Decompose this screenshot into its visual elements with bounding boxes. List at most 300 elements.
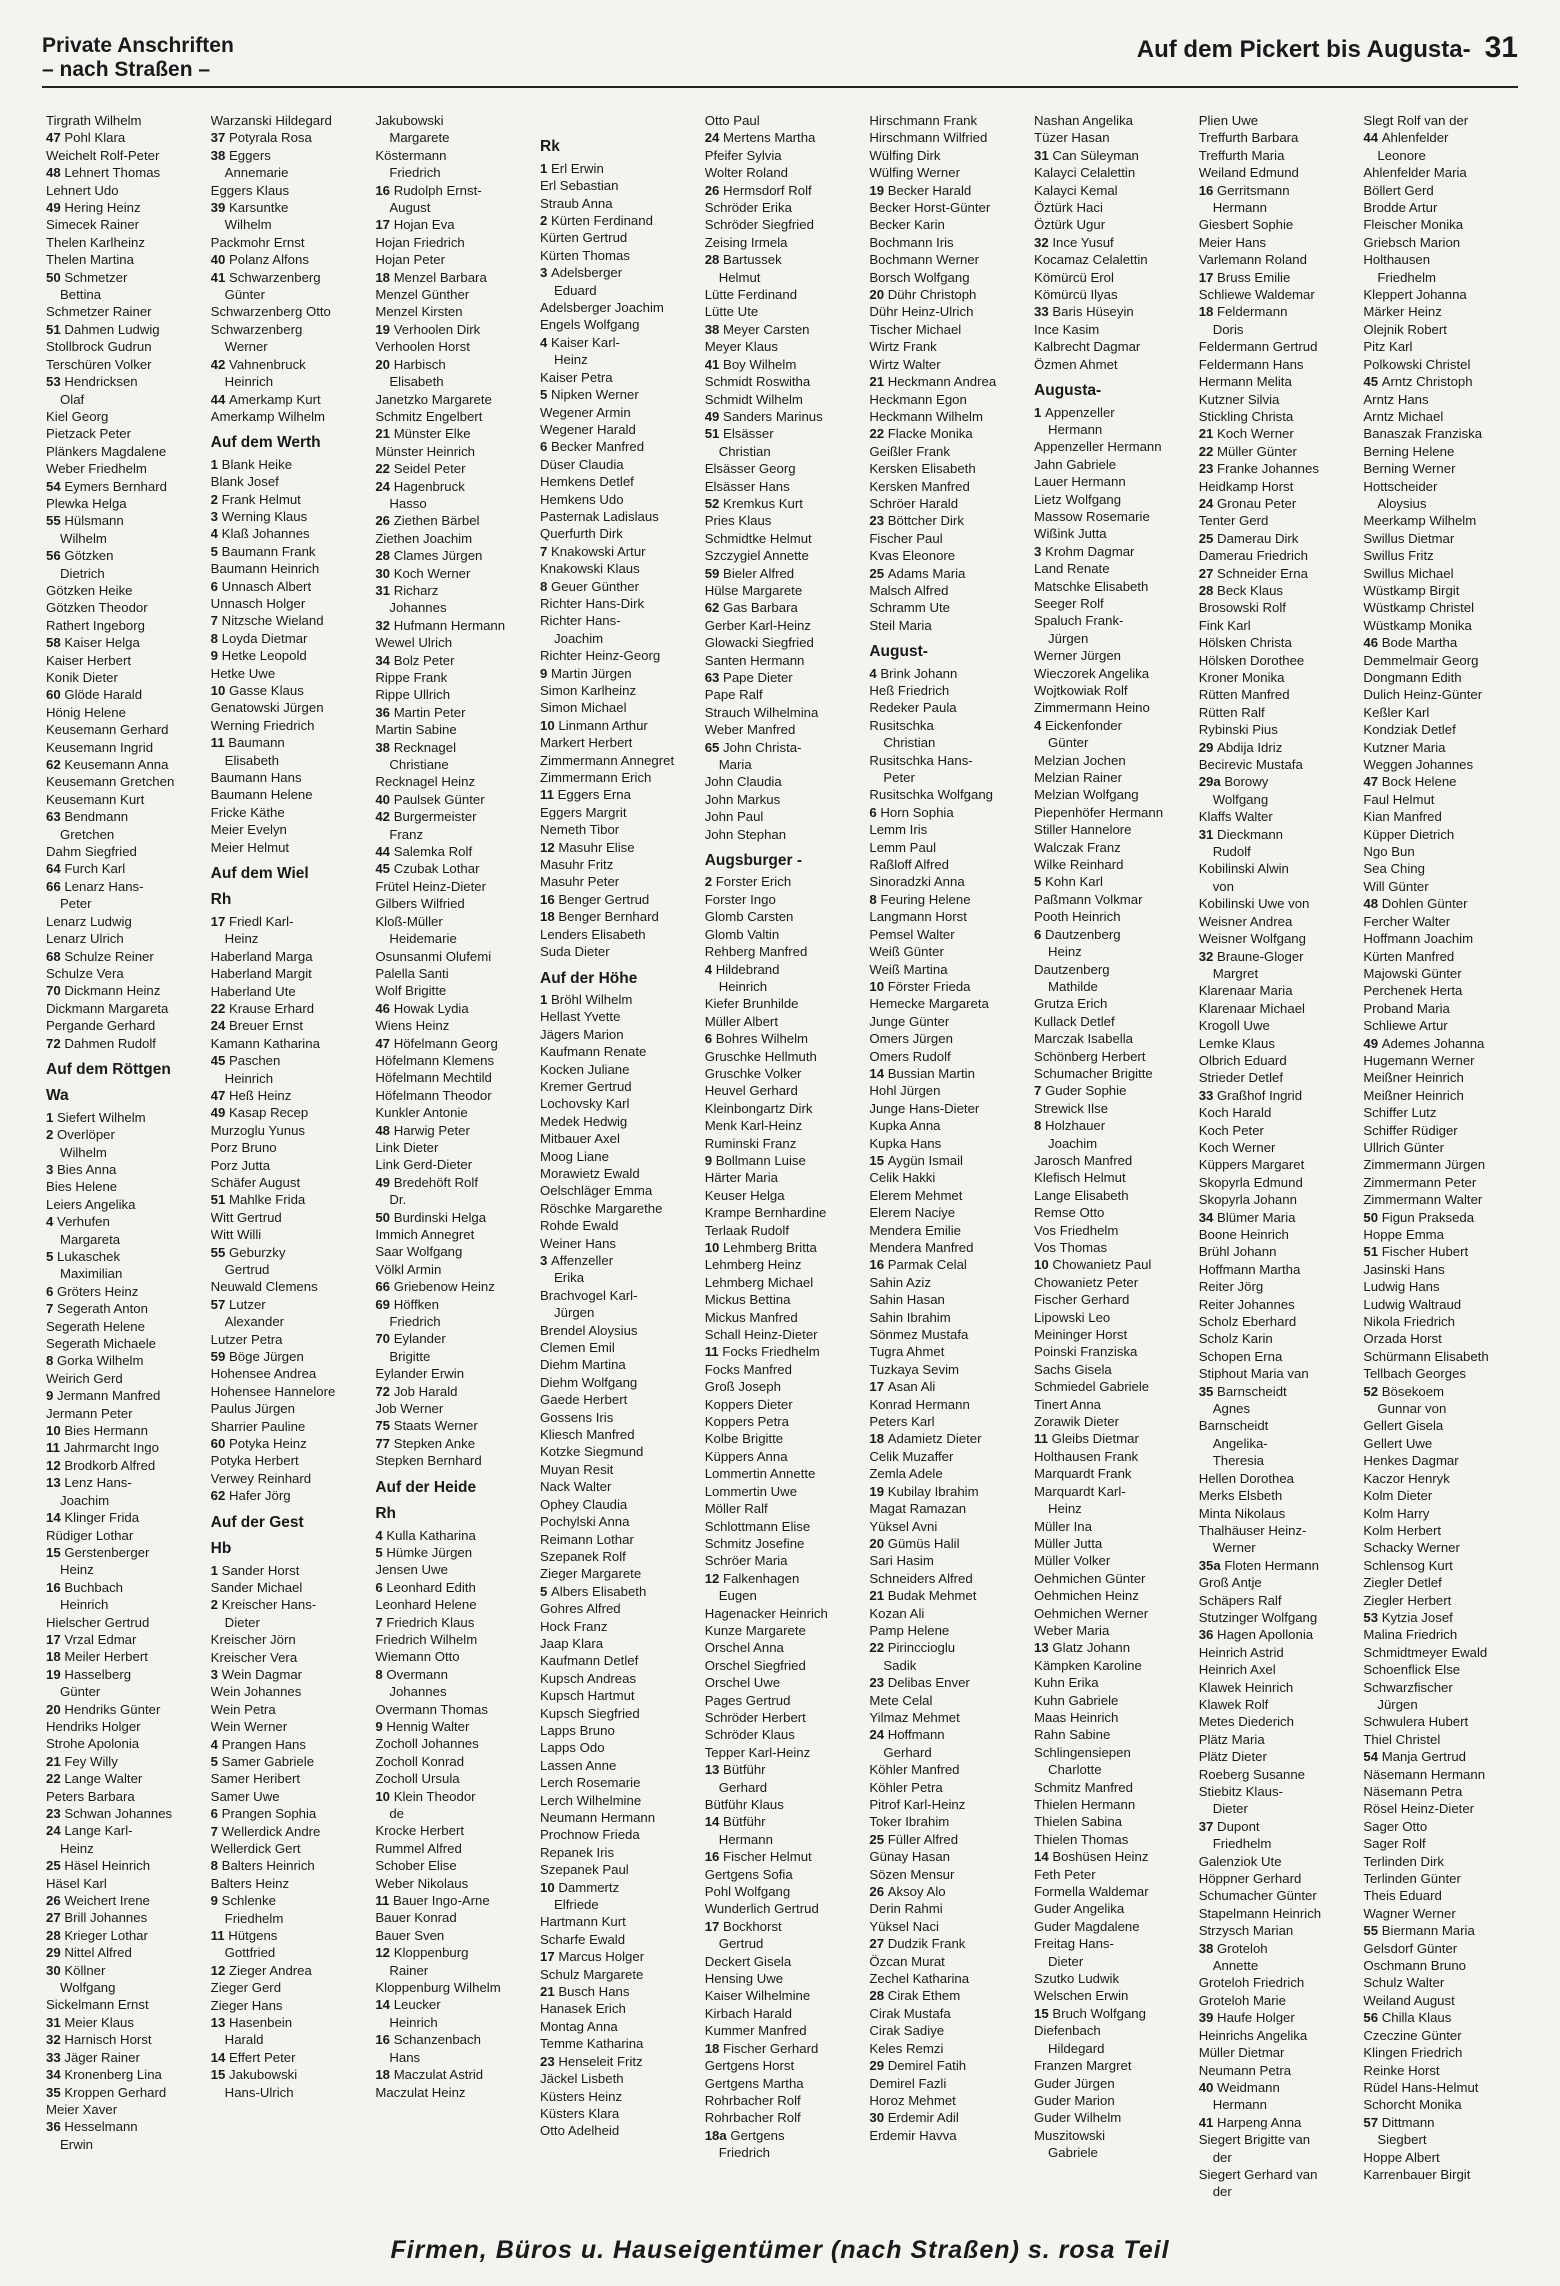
directory-entry: Wüstkamp Monika (1363, 617, 1472, 633)
house-number: 8 (540, 578, 552, 594)
directory-entry: Sea Ching (1363, 861, 1425, 877)
house-number: 2 (210, 491, 222, 507)
directory-entry: 1 Blank Heike (210, 456, 293, 472)
directory-entry: Zocholl Johannes (375, 1736, 479, 1752)
directory-entry: Reimann Lothar (540, 1531, 634, 1547)
directory-entry: Diehm Wolfgang (540, 1374, 638, 1390)
directory-entry: Barnscheidt (1198, 1418, 1269, 1434)
directory-entry: Hetke Uwe (210, 665, 276, 681)
directory-entry: Neuwald Clemens (210, 1279, 318, 1295)
directory-entry: Nemeth Tibor (540, 822, 620, 838)
house-number: 8 (869, 891, 881, 907)
directory-entry: Weiland Edmund (1198, 165, 1299, 181)
directory-entry: Klaffs Walter (1198, 809, 1273, 825)
entry-continuation: Wolfgang (60, 1980, 116, 1996)
directory-entry: Lehmberg Heinz (704, 1257, 802, 1273)
directory-entry: Minta Nikolaus (1198, 1505, 1286, 1521)
directory-entry: Jasinski Hans (1363, 1261, 1445, 1277)
house-number: 31 (1198, 826, 1218, 842)
directory-entry: 21 Busch Hans (540, 1984, 630, 2000)
entry-continuation: Siegbert (1377, 2132, 1427, 2148)
directory-entry: Hojan Peter (375, 252, 445, 268)
entry-continuation: Christian (883, 735, 936, 751)
section-title-line2: – nach Straßen – (42, 58, 211, 81)
directory-entry: Schwarzenberg Otto (210, 304, 331, 320)
directory-entry: 55 Geburzky (210, 1244, 286, 1260)
directory-entry: 19 Kubilay Ibrahim (869, 1483, 979, 1499)
directory-entry: 16 Rudolph Ernst- (375, 182, 482, 198)
directory-entry: 41 Boy Wilhelm (704, 356, 797, 372)
directory-entry: Bauer Konrad (375, 1910, 457, 1926)
directory-entry: Moog Liane (540, 1148, 609, 1164)
directory-entry: Hemecke Margareta (869, 996, 989, 1012)
directory-entry: Feth Peter (1034, 1866, 1096, 1882)
directory-entry: 23 Henseleit Fritz (540, 2053, 643, 2069)
directory-entry: 33 Baris Hüseyin (1034, 304, 1134, 320)
house-number: 47 (1363, 774, 1382, 790)
house-number: 12 (210, 1962, 230, 1978)
directory-entry: Weber Maria (1034, 1622, 1110, 1638)
house-number: 8 (1034, 1118, 1046, 1134)
directory-entry: 15 Jakubowski (210, 2067, 298, 2083)
directory-entry: 69 Höffken (375, 1296, 439, 1312)
directory-entry: 22 Lange Walter (46, 1771, 143, 1787)
directory-entry: 56 Götzken (46, 548, 114, 564)
directory-entry: Masuhr Peter (540, 874, 620, 890)
directory-entry: 47 Bock Helene (1363, 774, 1457, 790)
entry-continuation: Elfriede (554, 1897, 599, 1913)
directory-entry: 45 Paschen (210, 1053, 281, 1069)
directory-entry: 6 Prangen Sophia (210, 1806, 317, 1822)
directory-entry: Raßloff Alfred (869, 857, 950, 873)
directory-entry: Porz Bruno (210, 1140, 277, 1156)
directory-entry: Märker Heinz (1363, 304, 1442, 320)
directory-entry: Thielen Thomas (1034, 1831, 1129, 1847)
directory-entry: Meißner Heinrich (1363, 1087, 1464, 1103)
house-number: 18 (869, 1431, 888, 1447)
directory-entry: Zimmermann Erich (540, 770, 652, 786)
directory-entry: 11 Baumann (210, 735, 285, 751)
entry-continuation: Franz (389, 826, 424, 842)
entry-continuation: Hermann (1048, 421, 1103, 437)
directory-entry: 1 Bröhl Wilhelm (540, 991, 633, 1007)
house-number: 9 (46, 1388, 57, 1404)
directory-entry: Gellert Uwe (1363, 1435, 1433, 1451)
directory-entry: Oehmichen Heinz (1034, 1588, 1139, 1604)
directory-entry: Meier Evelyn (210, 822, 287, 838)
entry-continuation: Heinz (224, 931, 259, 947)
directory-entry: Groß Joseph (704, 1379, 781, 1395)
house-number: 6 (210, 578, 222, 594)
house-number: 18 (375, 269, 394, 285)
directory-entry: 28 Beck Klaus (1198, 582, 1284, 598)
directory-entry: 11 Jahrmarcht Ingo (46, 1440, 159, 1456)
house-number: 62 (704, 600, 724, 616)
directory-entry: Mendera Emilie (869, 1222, 961, 1238)
house-number: 23 (1198, 461, 1218, 477)
directory-entry: Montag Anna (540, 2018, 618, 2034)
directory-entry: Pooth Heinrich (1034, 909, 1121, 925)
directory-entry: 35a Floten Hermann (1198, 1557, 1319, 1573)
house-number: 20 (375, 356, 394, 372)
directory-entry: Kamann Katharina (210, 1035, 320, 1051)
directory-entry: Haberland Margit (210, 966, 312, 982)
directory-entry: 25 Häsel Heinrich (46, 1858, 151, 1874)
directory-entry: Menzel Kirsten (375, 304, 463, 320)
directory-entry: Kreischer Vera (210, 1649, 298, 1665)
entry-continuation: Jürgen (1377, 1696, 1418, 1712)
directory-entry: Forster Ingo (704, 891, 776, 907)
entry-continuation: Bettina (60, 287, 102, 303)
directory-entry: 9 Jermann Manfred (46, 1388, 161, 1404)
house-number: 15 (869, 1152, 888, 1168)
entry-continuation: Olaf (60, 391, 85, 407)
entry-continuation: Hermann (718, 1831, 773, 1847)
house-number: 10 (210, 683, 230, 698)
house-number: 3 (46, 1161, 57, 1177)
directory-entry: Stepken Bernhard (375, 1453, 482, 1469)
directory-entry: 6 Becker Manfred (540, 439, 645, 455)
entry-continuation: Rainer (389, 1962, 429, 1978)
directory-entry: 26 Aksoy Alo (869, 1884, 946, 1900)
directory-entry: Frütel Heinz-Dieter (375, 878, 487, 894)
directory-entry: Härter Maria (704, 1170, 778, 1186)
directory-entry: 38 Eggers (210, 147, 271, 163)
directory-entry: Rohde Ewald (540, 1218, 619, 1234)
directory-entry: Konik Dieter (46, 670, 118, 685)
house-number: 40 (210, 252, 230, 268)
directory-entry: 24 Lange Karl- (46, 1823, 133, 1839)
directory-entry: Szepanek Rolf (540, 1548, 626, 1564)
directory-entry: Fischer Paul (869, 530, 943, 546)
directory-entry: Lutzer Petra (210, 1331, 283, 1347)
directory-entry: Stapelmann Heinrich (1198, 1905, 1322, 1921)
directory-entry: 6 Gröters Heinz (46, 1283, 139, 1299)
directory-entry: Rohrbacher Rolf (704, 2092, 801, 2108)
entry-continuation: Wilhelm (224, 217, 272, 233)
directory-entry: Szczygiel Annette (704, 548, 809, 564)
directory-entry: Gilbers Wilfried (375, 896, 465, 912)
directory-entry: Weiner Hans (540, 1235, 616, 1251)
house-number: 8 (210, 1858, 222, 1874)
directory-entry: 12 Brodkorb Alfred (46, 1457, 156, 1473)
directory-entry: Jensen Uwe (375, 1562, 448, 1578)
directory-entry: Hendriks Holger (46, 1718, 141, 1734)
directory-entry: Plewka Helga (46, 495, 127, 511)
house-number: 7 (210, 1823, 222, 1839)
directory-entry: Heckmann Wilhelm (869, 408, 983, 424)
directory-entry: Chowanietz Peter (1034, 1274, 1139, 1290)
house-number: 17 (210, 913, 230, 929)
directory-entry: Eylander Erwin (375, 1366, 465, 1382)
entry-continuation: Dietrich (60, 565, 105, 581)
directory-entry: Neumann Hermann (540, 1810, 656, 1825)
directory-entry: Wegener Armin (540, 404, 631, 420)
directory-entry: Hirschmann Frank (869, 113, 978, 128)
house-number: 70 (46, 983, 65, 999)
directory-entry: 32 Ince Yusuf (1034, 234, 1114, 250)
directory-entry: Strzysch Marian (1198, 1923, 1294, 1939)
house-number: 36 (375, 704, 394, 720)
house-number: 42 (210, 356, 230, 372)
directory-entry: Kroner Monika (1198, 670, 1285, 685)
house-number: 22 (375, 461, 394, 477)
directory-entry: Immich Annegret (375, 1227, 475, 1242)
directory-entry: Schacky Werner (1363, 1540, 1460, 1556)
directory-entry: 19 Verhoolen Dirk (375, 321, 481, 337)
house-number: 4 (1034, 717, 1046, 733)
directory-entry: Schmidtke Helmut (704, 530, 812, 546)
house-number: 34 (46, 2067, 65, 2083)
house-number: 26 (375, 513, 394, 529)
directory-entry: Banaszak Franziska (1363, 426, 1483, 442)
directory-entry: John Paul (704, 809, 764, 825)
directory-entry: Hirschmann Wilfried (869, 130, 988, 146)
entry-continuation: Alexander (224, 1314, 285, 1330)
directory-entry: Möller Ralf (704, 1501, 768, 1517)
directory-entry: 11 Bauer Ingo-Arne (375, 1893, 490, 1909)
directory-entry: Morawietz Ewald (540, 1165, 640, 1181)
directory-entry: 44 Salemka Rolf (375, 844, 473, 860)
house-number: 49 (46, 200, 65, 216)
directory-entry: Dickmann Margareta (46, 1000, 169, 1016)
directory-entry: 77 Stepken Anke (375, 1435, 476, 1451)
directory-entry: Proband Maria (1363, 1000, 1450, 1016)
directory-entry: Wüstkamp Christel (1363, 600, 1475, 616)
house-number: 12 (704, 1570, 724, 1586)
directory-entry: Lommertin Uwe (704, 1483, 798, 1499)
house-number: 46 (375, 1000, 394, 1016)
house-number: 40 (375, 791, 394, 807)
house-number: 7 (1034, 1083, 1046, 1099)
house-number: 64 (46, 861, 65, 877)
house-number: 49 (1363, 1035, 1382, 1051)
house-number: 32 (375, 617, 394, 633)
house-number: 55 (1363, 1923, 1382, 1939)
street-range-label: Auf dem Pickert bis Augusta- (1136, 36, 1471, 63)
directory-entry: Kaczor Henryk (1363, 1470, 1450, 1486)
directory-entry: Rüdiger Lothar (46, 1527, 134, 1543)
directory-entry: 57 Dittmann (1363, 2114, 1435, 2130)
directory-entry: Suda Dieter (540, 944, 610, 960)
directory-entry: Orschel Uwe (704, 1675, 781, 1691)
house-number: 29a (1198, 774, 1225, 790)
directory-entry: 53 Hendricksen (46, 374, 138, 390)
house-number: 10 (540, 1879, 559, 1895)
directory-entry: Reiter Johannes (1198, 1296, 1295, 1312)
directory-entry: Kozan Ali (869, 1605, 925, 1621)
directory-entry: Öztürk Ugur (1034, 217, 1106, 233)
directory-entry: Wieczorek Angelika (1034, 665, 1150, 681)
directory-entry: 18 Adamietz Dieter (869, 1431, 982, 1447)
directory-entry: Feldermann Gertrud (1198, 339, 1318, 355)
directory-entry: Link Gerd-Dieter (375, 1157, 473, 1173)
directory-entry: 16 Gerritsmann (1198, 182, 1290, 198)
house-number: 6 (375, 1579, 387, 1595)
house-number: 13 (1034, 1640, 1053, 1656)
directory-entry: Lenders Elisabeth (540, 926, 646, 942)
directory-entry: Wolf Brigitte (375, 983, 447, 999)
directory-entry: Köstermann (375, 147, 447, 163)
directory-entry: 68 Schulze Reiner (46, 948, 154, 964)
street-heading: Auf dem Röttgen (46, 1060, 171, 1078)
directory-entry: Weber Manfred (704, 722, 796, 738)
directory-entry: Hönig Helene (46, 704, 126, 720)
directory-entry: 14 Leucker (375, 1997, 441, 2013)
directory-entry: Becker Horst-Günter (869, 200, 991, 216)
directory-entry: Zieger Gerd (210, 1980, 282, 1996)
directory-entry: Dautzenberg (1034, 961, 1110, 977)
directory-entry: Witt Willi (210, 1227, 262, 1243)
house-number: 22 (1198, 443, 1218, 459)
house-number: 77 (375, 1435, 394, 1451)
directory-entry: 18a Gertgens (704, 2127, 785, 2143)
directory-entry: 53 Kytzia Josef (1363, 1609, 1453, 1625)
house-number: 10 (1034, 1257, 1053, 1273)
directory-entry: Koch Harald (1198, 1105, 1272, 1121)
directory-entry: Kummer Manfred (704, 2023, 807, 2039)
directory-entry: Kömürcü Ilyas (1034, 287, 1118, 303)
directory-entry: Terlinden Günter (1363, 1871, 1461, 1887)
house-number: 18 (540, 909, 559, 925)
directory-entry: Weiland August (1363, 1992, 1455, 2008)
directory-entry: 11 Gleibs Dietmar (1034, 1431, 1139, 1447)
directory-entry: 8 Holzhauer (1034, 1118, 1106, 1134)
directory-entry: Schürmann Elisabeth (1363, 1348, 1489, 1364)
directory-entry: Wein Johannes (210, 1684, 302, 1700)
directory-entry: 22 Pirinccioglu (869, 1640, 956, 1656)
entry-continuation: Dieter (224, 1614, 260, 1630)
entry-continuation: Johannes (389, 1684, 447, 1700)
directory-entry: Clemen Emil (540, 1340, 615, 1356)
house-number: 1 (540, 160, 552, 176)
directory-entry: 6 Leonhard Edith (375, 1579, 476, 1595)
directory-entry: John Stephan (704, 826, 787, 842)
directory-entry: Szutko Ludwik (1034, 1971, 1120, 1987)
directory-entry: Ziegler Detlef (1363, 1575, 1442, 1591)
directory-entry: 34 Blümer Maria (1198, 1209, 1296, 1225)
house-number: 53 (46, 374, 65, 390)
directory-entry: 18 Feldermann (1198, 304, 1288, 320)
house-number: 57 (210, 1296, 230, 1312)
house-number: 4 (704, 961, 716, 977)
directory-entry: Dulich Heinz-Günter (1363, 687, 1483, 703)
house-number: 72 (375, 1383, 394, 1399)
directory-entry: Ince Kasim (1034, 321, 1100, 337)
directory-entry: 26 Weichert Irene (46, 1893, 150, 1909)
directory-entry: Eggers Klaus (210, 182, 290, 198)
directory-entry: 3 Adelsberger (540, 265, 623, 281)
directory-entry: Guder Jürgen (1034, 2075, 1115, 2091)
directory-entry: 65 John Christa- (704, 739, 802, 755)
directory-entry: 51 Mahlke Frida (210, 1192, 306, 1208)
directory-entry: 66 Griebenow Heinz (375, 1279, 495, 1295)
directory-entry: Lemm Iris (869, 822, 928, 838)
house-number: 28 (46, 1927, 65, 1943)
entry-continuation: Heidemarie (389, 931, 457, 947)
directory-entry: 48 Dohlen Günter (1363, 896, 1468, 912)
directory-entry: Guder Marion (1034, 2092, 1115, 2108)
entry-continuation: Gabriele (1048, 2145, 1098, 2161)
directory-entry: Bauer Sven (375, 1927, 445, 1943)
directory-entry: Horoz Mehmet (869, 2092, 956, 2108)
directory-entry: Scholz Eberhard (1198, 1314, 1297, 1330)
directory-entry: 17 Hojan Eva (375, 217, 455, 233)
directory-entry: Zeising Irmela (704, 234, 788, 250)
directory-entry: Höfelmann Mechtild (375, 1070, 492, 1086)
house-number: 1 (1034, 404, 1046, 420)
house-number: 41 (704, 356, 724, 372)
house-number: 5 (210, 1753, 222, 1769)
directory-entry: Adelsberger Joachim (540, 300, 664, 316)
directory-entry: Kersken Elisabeth (869, 461, 976, 477)
page-header (42, 30, 1518, 88)
directory-entry: Kaufmann Renate (540, 1044, 647, 1060)
directory-entry: Plätz Maria (1198, 1731, 1265, 1747)
directory-entry: Lütte Ute (704, 304, 759, 320)
directory-entry: Meier Helmut (210, 839, 290, 855)
house-number: 72 (46, 1035, 65, 1051)
directory-entry: Rippe Ullrich (375, 687, 451, 703)
directory-entry: 8 Geuer Günther (540, 578, 639, 594)
directory-entry: Witt Gertrud (210, 1209, 282, 1225)
house-number: 14 (869, 1065, 888, 1081)
directory-column-7 (1034, 112, 1193, 2212)
directory-entry: Kondziak Detlef (1363, 722, 1456, 738)
directory-entry: Jaap Klara (540, 1635, 604, 1651)
directory-entry: 14 Bussian Martin (869, 1065, 975, 1081)
entry-continuation: Wilhelm (60, 1144, 107, 1160)
house-number: 40 (1198, 2079, 1218, 2095)
directory-entry: 34 Kronenberg Lina (46, 2067, 162, 2083)
directory-entry: Swillus Michael (1363, 565, 1454, 581)
directory-entry: 63 Bendmann (46, 809, 129, 825)
directory-entry: 57 Lutzer (210, 1296, 266, 1312)
directory-entry: Peters Barbara (46, 1788, 135, 1804)
house-number: 38 (375, 739, 394, 755)
directory-entry: Marczak Isabella (1034, 1031, 1133, 1047)
entry-continuation: Jürgen (1048, 630, 1089, 646)
house-number: 9 (210, 648, 222, 664)
directory-entry: Maczulat Heinz (375, 2084, 466, 2100)
house-number: 14 (375, 1997, 394, 2013)
entry-continuation: Gertrud (718, 1936, 764, 1952)
directory-entry: 22 Seidel Peter (375, 461, 466, 477)
house-number: 2 (704, 874, 716, 890)
directory-entry: Gerber Karl-Heinz (704, 617, 811, 633)
directory-entry: 52 Kremkus Kurt (704, 495, 803, 511)
house-number: 7 (540, 543, 552, 559)
directory-entry: Keles Remzi (869, 2040, 944, 2056)
house-number: 34 (375, 652, 394, 668)
entry-continuation: Annemarie (224, 165, 289, 181)
house-number: 10 (869, 978, 888, 994)
directory-entry: 66 Lenarz Hans- (46, 878, 144, 894)
directory-entry: Menk Karl-Heinz (704, 1118, 803, 1134)
directory-entry: Ophey Claudia (540, 1496, 628, 1512)
directory-entry: Leiers Angelika (46, 1196, 136, 1212)
directory-entry: Kupsch Andreas (540, 1670, 637, 1686)
directory-entry: 45 Arntz Christoph (1363, 374, 1473, 390)
directory-entry: 49 Hering Heinz (46, 200, 141, 216)
directory-entry: Lassen Anne (540, 1757, 617, 1773)
directory-entry: Tirgrath Wilhelm (46, 113, 142, 128)
directory-entry: Zorawik Dieter (1034, 1414, 1120, 1430)
directory-entry: Hölsken Dorothee (1198, 652, 1305, 668)
house-number: 33 (1198, 1087, 1218, 1103)
directory-entry: 7 Segerath Anton (46, 1301, 148, 1317)
house-number: 18 (46, 1649, 65, 1665)
